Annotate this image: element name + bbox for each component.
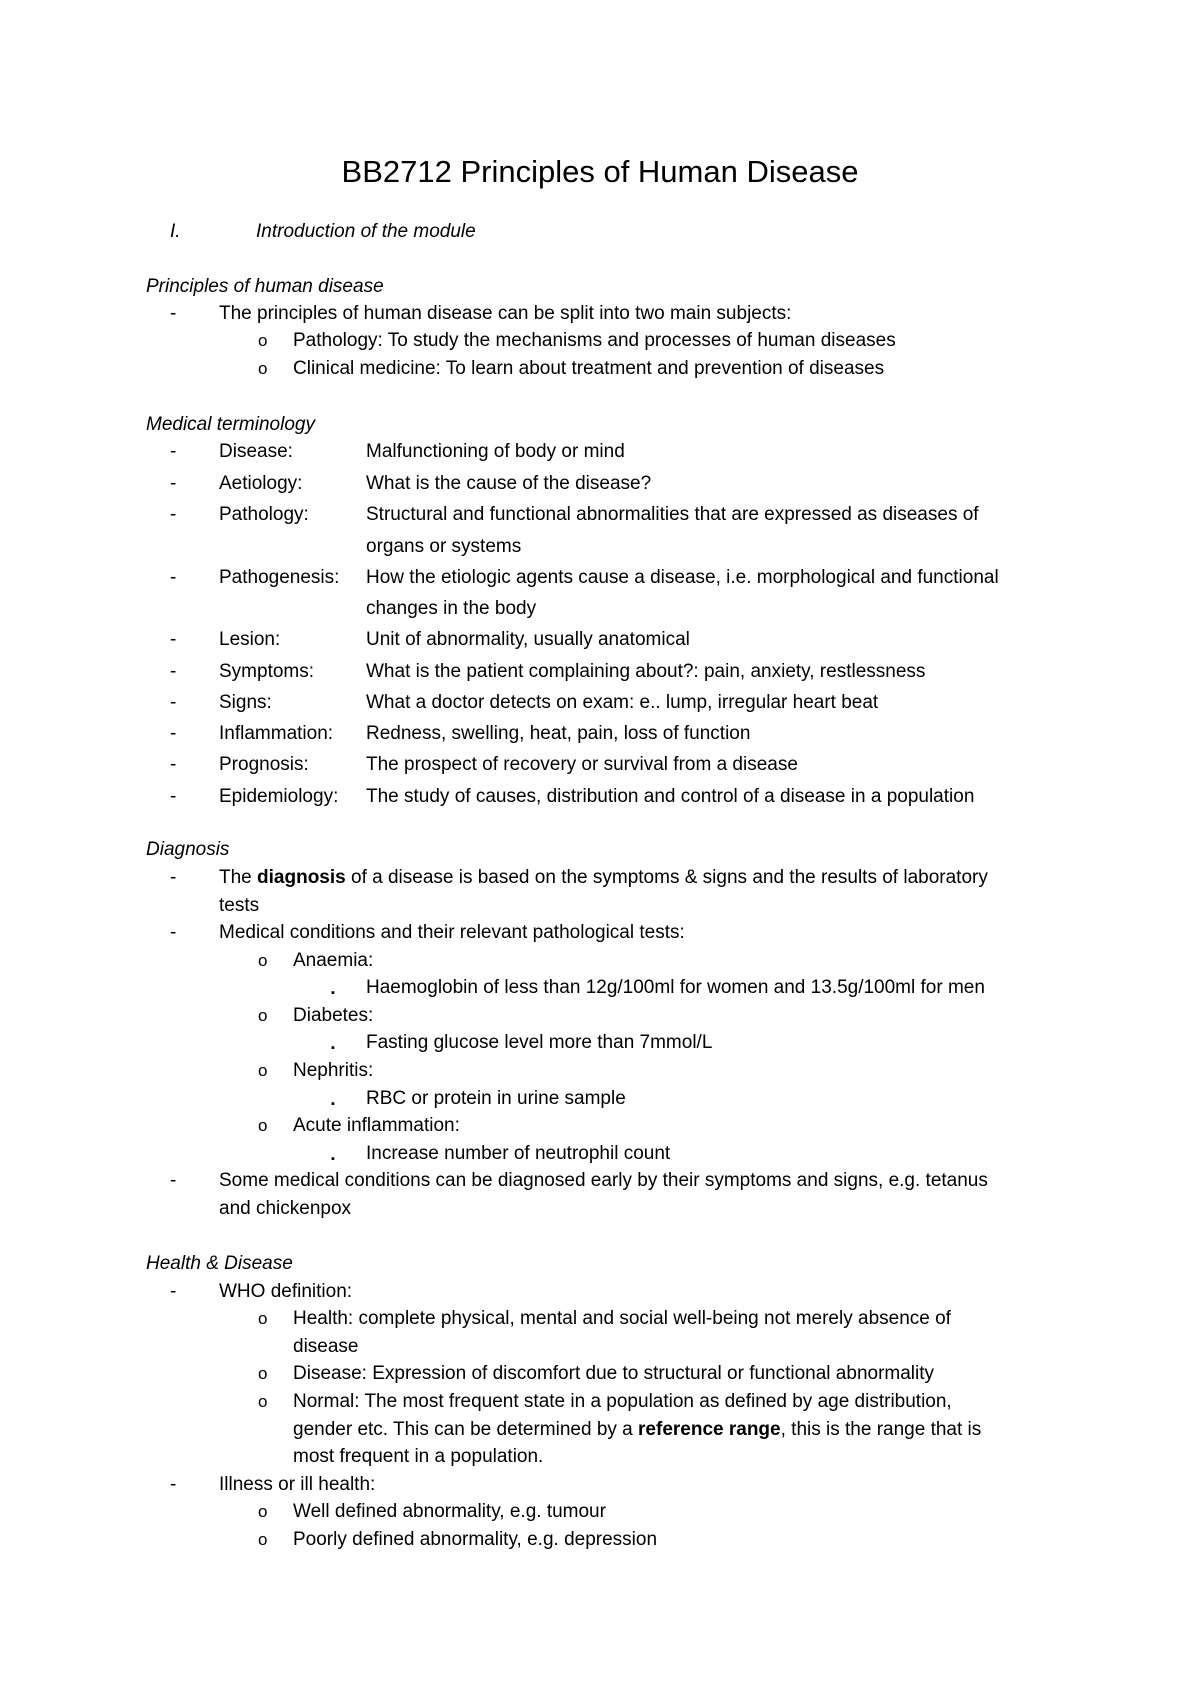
circle-bullet: o [258, 1006, 268, 1025]
diagnosis-heading: Diagnosis [146, 839, 230, 860]
circle-bullet: o [258, 1116, 268, 1135]
dash-bullet: - [170, 441, 177, 462]
term-label: Symptoms: [219, 661, 315, 682]
illness-label: Illness or ill health: [219, 1474, 376, 1495]
condition-name: Nephritis: [293, 1060, 374, 1081]
term-definition: How the etiologic agents cause a disease, i.e. morphological and functional [366, 567, 999, 588]
conditions-intro: Medical conditions and their relevant pathological tests: [219, 922, 685, 943]
health-definition: Health: complete physical, mental and social well-being not merely absence of [293, 1308, 951, 1329]
dash-bullet: - [170, 692, 177, 713]
condition-test: Fasting glucose level more than 7mmol/L [366, 1032, 713, 1053]
terminology-heading: Medical terminology [146, 414, 315, 435]
circle-bullet: o [258, 951, 268, 970]
dash-bullet: - [170, 754, 177, 775]
term-definition: What is the patient complaining about?: pain, anxiety, restlessness [366, 661, 926, 682]
dash-bullet: - [170, 867, 177, 888]
subject-item: Clinical medicine: To learn about treatment and prevention of diseases [293, 358, 885, 379]
term-label: Disease: [219, 441, 293, 462]
condition-name: Diabetes: [293, 1005, 374, 1026]
condition-name: Acute inflammation: [293, 1115, 460, 1136]
reference-range-keyword: reference range [638, 1419, 781, 1440]
diagnosis-keyword: diagnosis [257, 867, 346, 888]
square-bullet: ▪ [331, 1098, 335, 1110]
circle-bullet: o [258, 1502, 268, 1521]
dash-bullet: - [170, 567, 177, 588]
normal-definition: Normal: The most frequent state in a population as defined by age distribution, [293, 1391, 952, 1412]
dash-bullet: - [170, 723, 177, 744]
condition-name: Anaemia: [293, 950, 374, 971]
square-bullet: ▪ [331, 987, 335, 999]
term-definition: Unit of abnormality, usually anatomical [366, 629, 690, 650]
term-definition: Structural and functional abnormalities that are expressed as diseases of [366, 504, 979, 525]
principles-intro: The principles of human disease can be split into two main subjects: [219, 303, 792, 324]
term-definition-cont: changes in the body [366, 598, 537, 619]
subject-item: Pathology: To study the mechanisms and processes of human diseases [293, 330, 896, 351]
square-bullet: ▪ [331, 1153, 335, 1165]
condition-test: RBC or protein in urine sample [366, 1088, 626, 1109]
diagnosis-text-cont: tests [219, 895, 260, 916]
health-definition-cont: disease [293, 1336, 359, 1357]
health-heading: Health & Disease [146, 1253, 293, 1274]
dash-bullet: - [170, 473, 177, 494]
circle-bullet: o [258, 1061, 268, 1080]
circle-bullet: o [258, 1530, 268, 1549]
normal-definition-cont2: most frequent in a population. [293, 1446, 544, 1467]
early-diagnosis-text-cont: and chickenpox [219, 1198, 352, 1219]
term-label: Pathogenesis: [219, 567, 340, 588]
dash-bullet: - [170, 1474, 177, 1495]
normal-definition-cont [293, 1418, 981, 1442]
condition-test: Increase number of neutrophil count [366, 1143, 671, 1164]
term-label: Pathology: [219, 504, 309, 525]
term-definition: Malfunctioning of body or mind [366, 441, 625, 462]
circle-bullet: o [258, 1364, 268, 1383]
section-numeral: I. [170, 221, 181, 242]
dash-bullet: - [170, 629, 177, 650]
dash-bullet: - [170, 1281, 177, 1302]
term-label: Lesion: [219, 629, 281, 650]
circle-bullet: o [258, 331, 268, 350]
normal-text-post: , this is the range that is [780, 1419, 982, 1440]
term-definition: What is the cause of the disease? [366, 473, 652, 494]
circle-bullet: o [258, 1309, 268, 1328]
term-label: Signs: [219, 692, 272, 713]
term-definition-cont: organs or systems [366, 536, 522, 557]
dash-bullet: - [170, 922, 177, 943]
circle-bullet: o [258, 1392, 268, 1411]
dash-bullet: - [170, 504, 177, 525]
who-definition-label: WHO definition: [219, 1281, 353, 1302]
square-bullet: ▪ [331, 1042, 335, 1054]
term-label: Aetiology: [219, 473, 303, 494]
term-definition: The prospect of recovery or survival from a disease [366, 754, 798, 775]
illness-example: Well defined abnormality, e.g. tumour [293, 1501, 606, 1522]
diagnosis-text-post: of a disease is based on the symptoms & signs and the results of laboratory [345, 867, 988, 888]
term-definition: Redness, swelling, heat, pain, loss of function [366, 723, 751, 744]
dash-bullet: - [170, 661, 177, 682]
illness-example: Poorly defined abnormality, e.g. depression [293, 1529, 658, 1550]
early-diagnosis-text: Some medical conditions can be diagnosed early by their symptoms and signs, e.g. tetanus [219, 1170, 988, 1191]
principles-heading: Principles of human disease [146, 276, 384, 297]
circle-bullet: o [258, 359, 268, 378]
diagnosis-text-pre: The [219, 867, 258, 888]
term-definition: The study of causes, distribution and control of a disease in a population [366, 786, 975, 807]
term-label: Inflammation: [219, 723, 334, 744]
page-title: BB2712 Principles of Human Disease [341, 154, 859, 189]
dash-bullet: - [170, 1170, 177, 1191]
term-label: Prognosis: [219, 754, 309, 775]
dash-bullet: - [170, 786, 177, 807]
dash-bullet: - [170, 303, 177, 324]
term-label: Epidemiology: [219, 786, 339, 807]
condition-test: Haemoglobin of less than 12g/100ml for women and 13.5g/100ml for men [366, 977, 985, 998]
disease-definition: Disease: Expression of discomfort due to structural or functional abnormality [293, 1363, 935, 1384]
term-definition: What a doctor detects on exam: e.. lump, irregular heart beat [366, 692, 879, 713]
section-title: Introduction of the module [256, 221, 476, 242]
normal-text-pre: gender etc. This can be determined by a [293, 1419, 639, 1440]
diagnosis-paragraph [219, 866, 988, 890]
